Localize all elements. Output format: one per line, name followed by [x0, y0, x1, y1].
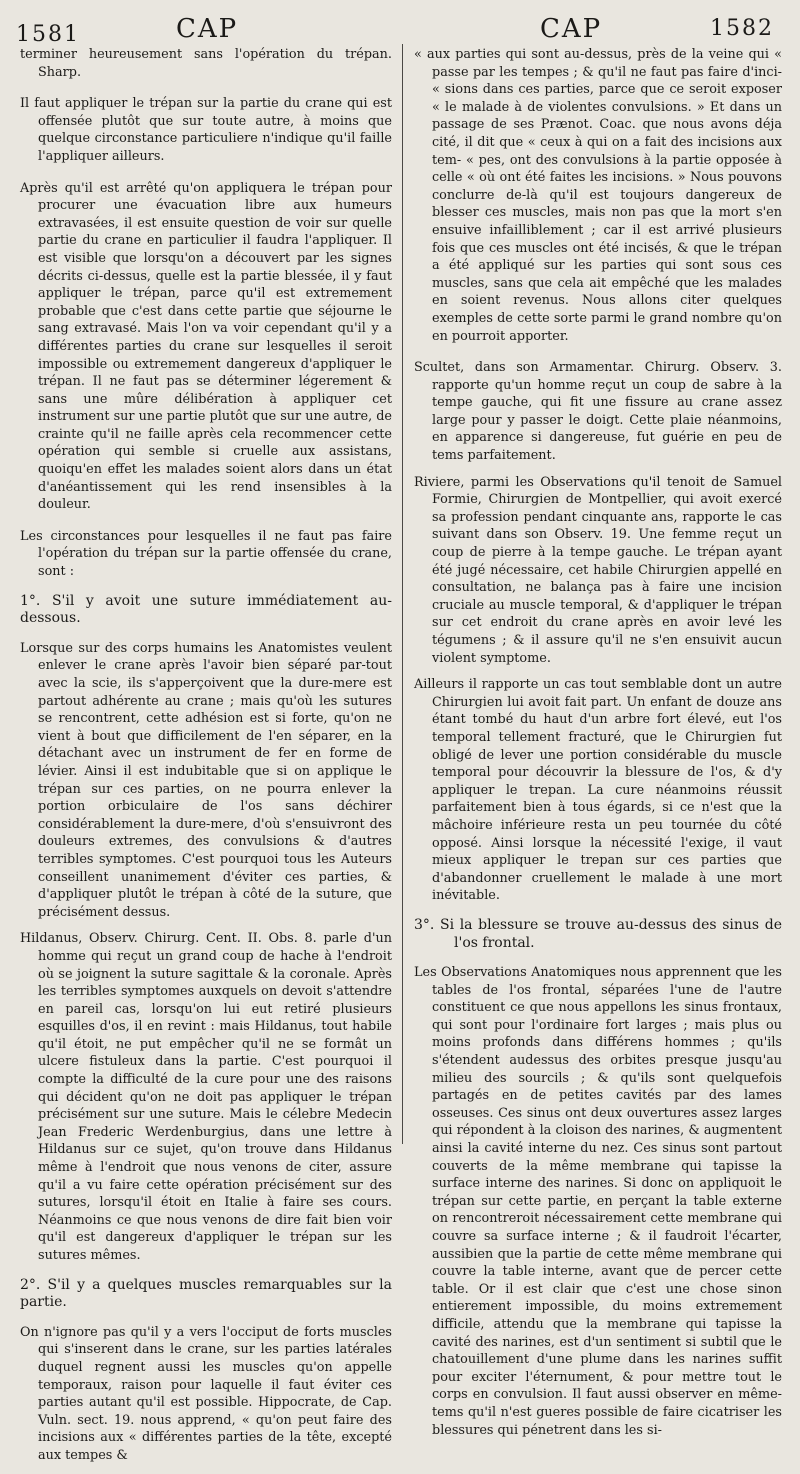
section-heading: 1°. S'il y avoit une suture immédiatement au-dessous. — [20, 592, 392, 627]
running-head-right: CAP — [540, 14, 603, 44]
running-head-left: CAP — [176, 14, 239, 44]
paragraph: Il faut appliquer le trépan sur la partie du crane qui est offensée plutôt que sur toute autre, à moins que quelque circonstance particuliere n'indique qu'il faille l'appliquer ailleurs. — [20, 96, 392, 164]
paragraph: Les Observations Anatomiques nous apprennent que les tables de l'os frontal, séparées l'une de l'autre constituent ce que nous appellons les sinus frontaux, qui sont pour l'ordinaire fort larges ; mais plus ou moins profonds dans différens hommes ; qu'ils s'étendent audessus des orbites presque jusqu'au milieu des sourcils ; & qu'ils sont quelquefois partagés en de petites cavités par des lames osseuses. Ces sinus ont deux ouvertures assez larges qui répondent à la cloison des narines, & augmentent ainsi la cavité interne du nez. Ces sinus sont partout couverts de la même membrane qui tapisse la surface interne des narines. Si donc on appliquoit le trépan sur cette partie, en perçant la table externe on rencontreroit nécessairement cette membrane qui couvre sa surface interne ; & il faudroit l'écarter, aussibien que la partie de cette même membrane qui couvre la table interne, avant que de percer cette table. Or il est clair que c'est une chose sinon entierement impossible, du moins extremement difficile, attendu que la membrane qui tapisse la cavité des narines, est d'un sentiment si subtil que le chatouillement d'une plume dans les narines suffit pour exciter l'éternument, & pour mettre tout le corps en convulsion. Il faut aussi observer en même-tems qu'il n'est gueres possible de faire cicatriser les blessures qui pénetrent dans les si- — [414, 965, 782, 1438]
paragraph: Riviere, parmi les Observations qu'il tenoit de Samuel Formie, Chirurgien de Montpellier, qui avoit exercé sa profession pendant cinquante ans, rapporte le cas suivant dans son Observ. 19. Une femme reçut un coup de pierre à la tempe gauche. Le trépan ayant été jugé nécessaire, cet habile Chirurgien appellé en consultation, ne balança pas à faire une incision cruciale au muscle temporal, & d'appliquer le trépan sur cet endroit du crane après en avoir levé les tégumens ; & il assure qu'il ne s'en ensuivit aucun violent symptome. — [414, 474, 782, 666]
left-column — [20, 46, 392, 1474]
paragraph: Les circonstances pour lesquelles il ne faut pas faire l'opération du trépan sur la partie offensée du crane, sont : — [20, 528, 392, 580]
paragraph: « aux parties qui sont au-dessus, près de la veine qui « passe par les tempes ; & qu'il ne faut pas faire d'inci- « sions dans ces parties, parce que ce seroit exposer « le malade à de violentes convulsions. » Et dans un passage de ses Prænot. Coac. que nous avons déja cité, il dit que « ceux à qui on a fait des incisions aux tem- « pes, ont des convulsions à la partie opposée à celle « où ont été faites les incisions. » Nous pouvons conclurre de-là qu'il est toujours dangereux de blesser ces muscles, mais non pas que la mort s'en ensuive infailliblement ; car il est arrivé plusieurs fois que ces muscles ont été incisés, & que le trépan a été appliqué sur les parties qui sont sous ces muscles, sans que cela ait empêché que les malades en soient revenus. Nous allons citer quelques exemples de cette sorte parmi le grand nombre qu'on en pourroit apporter. — [414, 47, 782, 344]
column-divider — [402, 44, 403, 1144]
section-heading: 2°. S'il y a quelques muscles remarquables sur la partie. — [20, 1276, 392, 1311]
page-number-right: 1582 — [710, 16, 774, 41]
paragraph: On n'ignore pas qu'il y a vers l'occiput de forts muscles qui s'inserent dans le crane, sur les parties latérales duquel regnent aussi les muscles qu'on appelle temporaux, raison pour laquelle il faut éviter ces parties autant qu'il est possible. Hippocrate, de Cap. Vuln. sect. 19. nous apprend, « qu'on peut faire des incisions aux « différentes parties de la tête, excepté aux tempes & — [20, 1324, 392, 1463]
right-column — [414, 46, 782, 1448]
paragraph: Après qu'il est arrêté qu'on appliquera le trépan pour procurer une évacuation libre aux humeurs extravasées, il est ensuite question de voir sur quelle partie du crane en particulier il faudra l'appliquer. Il est visible que lorsqu'on a découvert par les signes décrits ci-dessus, quelle est la partie blessée, il y faut appliquer le trépan, parce qu'il est extremement probable que c'est dans cette partie que séjourne le sang extravasé. Mais l'on va voir cependant qu'il y a différentes parties du crane sur lesquelles il seroit impossible ou extremement dangereux d'appliquer le trépan. Il ne faut pas se déterminer légerement & sans une mûre délibération à appliquer cet instrument sur une partie plutôt que sur une autre, de crainte qu'il ne faille après cela recommencer cette opération qui semble si cruelle aux assistans, quoiqu'en effet les malades soient alors dans un état d'anéantissement qui les rend insensibles à la douleur. — [20, 180, 392, 513]
paragraph: Scultet, dans son Armamentar. Chirurg. Observ. 3. rapporte qu'un homme reçut un coup de sabre à la tempe gauche, qui fit une fissure au crane assez large pour y passer le doigt. Cette plaie néanmoins, en apparence si dangereuse, fut guérie en peu de tems parfaitement. — [414, 360, 782, 464]
page-number-left: 1581 — [16, 22, 80, 47]
paragraph: Hildanus, Observ. Chirurg. Cent. II. Obs. 8. parle d'un homme qui reçut un grand coup de hache à l'endroit où se joignent la suture sagittale & la coronale. Après les terribles symptomes auxquels on devoit s'attendre en pareil cas, lorsqu'on lui eut retiré plusieurs esquilles d'os, il en revint : mais Hildanus, tout habile qu'il étoit, ne put empêcher qu'il ne se formât un ulcere fistuleux dans la partie. C'est pourquoi il compte la difficulté de la cure pour une des raisons qui décident qu'on ne doit pas appliquer le trépan précisément sur une suture. Mais le célebre Medecin Jean Frederic Werdenburgius, dans une lettre à Hildanus sur ce sujet, qu'on trouve dans Hildanus même à l'endroit que nous venons de citer, assure qu'il a vu faire cette opération précisément sur des sutures, lorsqu'il étoit en Italie à faire ses cours. Néanmoins ce que nous venons de dire fait bien voir qu'il est dangereux d'appliquer le trépan sur les sutures mêmes. — [20, 931, 392, 1263]
paragraph: Ailleurs il rapporte un cas tout semblable dont un autre Chirurgien lui avoit fait part. Un enfant de douze ans étant tombé du haut d'un arbre fort élevé, eut l'os temporal tellement fracturé, que le Chirurgien fut obligé de lever une portion considérable du muscle temporal pour découvrir la blessure de l'os, & d'y appliquer le trepan. La cure néanmoins réussit parfaitement bien à tous égards, si ce n'est que la mâchoire inférieure resta un peu tournée du côté opposé. Ainsi lorsque la nécessité l'exige, il vaut mieux appliquer le trepan sur ces parties que d'abandonner cruellement le malade à une mort inévitable. — [414, 677, 782, 904]
paragraph: terminer heureusement sans l'opération du trépan. Sharp. — [20, 47, 392, 80]
paragraph: Lorsque sur des corps humains les Anatomistes veulent enlever le crane après l'avoir bien séparé par-tout avec la scie, ils s'apperçoivent que la dure-mere est partout adhérente au crane ; mais qu'où les sutures se rencontrent, cette adhésion est si forte, qu'on ne vient à bout que difficilement de l'en séparer, en la détachant avec un instrument de fer en forme de lévier. Ainsi il est indubitable que si on applique le trépan sur ces parties, on ne pourra enlever la portion orbiculaire de l'os sans déchirer considérablement la dure-mere, d'où s'ensuivront des douleurs extremes, des convulsions & d'autres terribles symptomes. C'est pourquoi tous les Auteurs conseillent unanimement d'éviter ces parties, & d'appliquer plutôt le trépan à côté de la suture, que précisément dessus. — [20, 640, 392, 920]
section-heading: 3°. Si la blessure se trouve au-dessus des sinus de l'os frontal. — [414, 916, 782, 951]
